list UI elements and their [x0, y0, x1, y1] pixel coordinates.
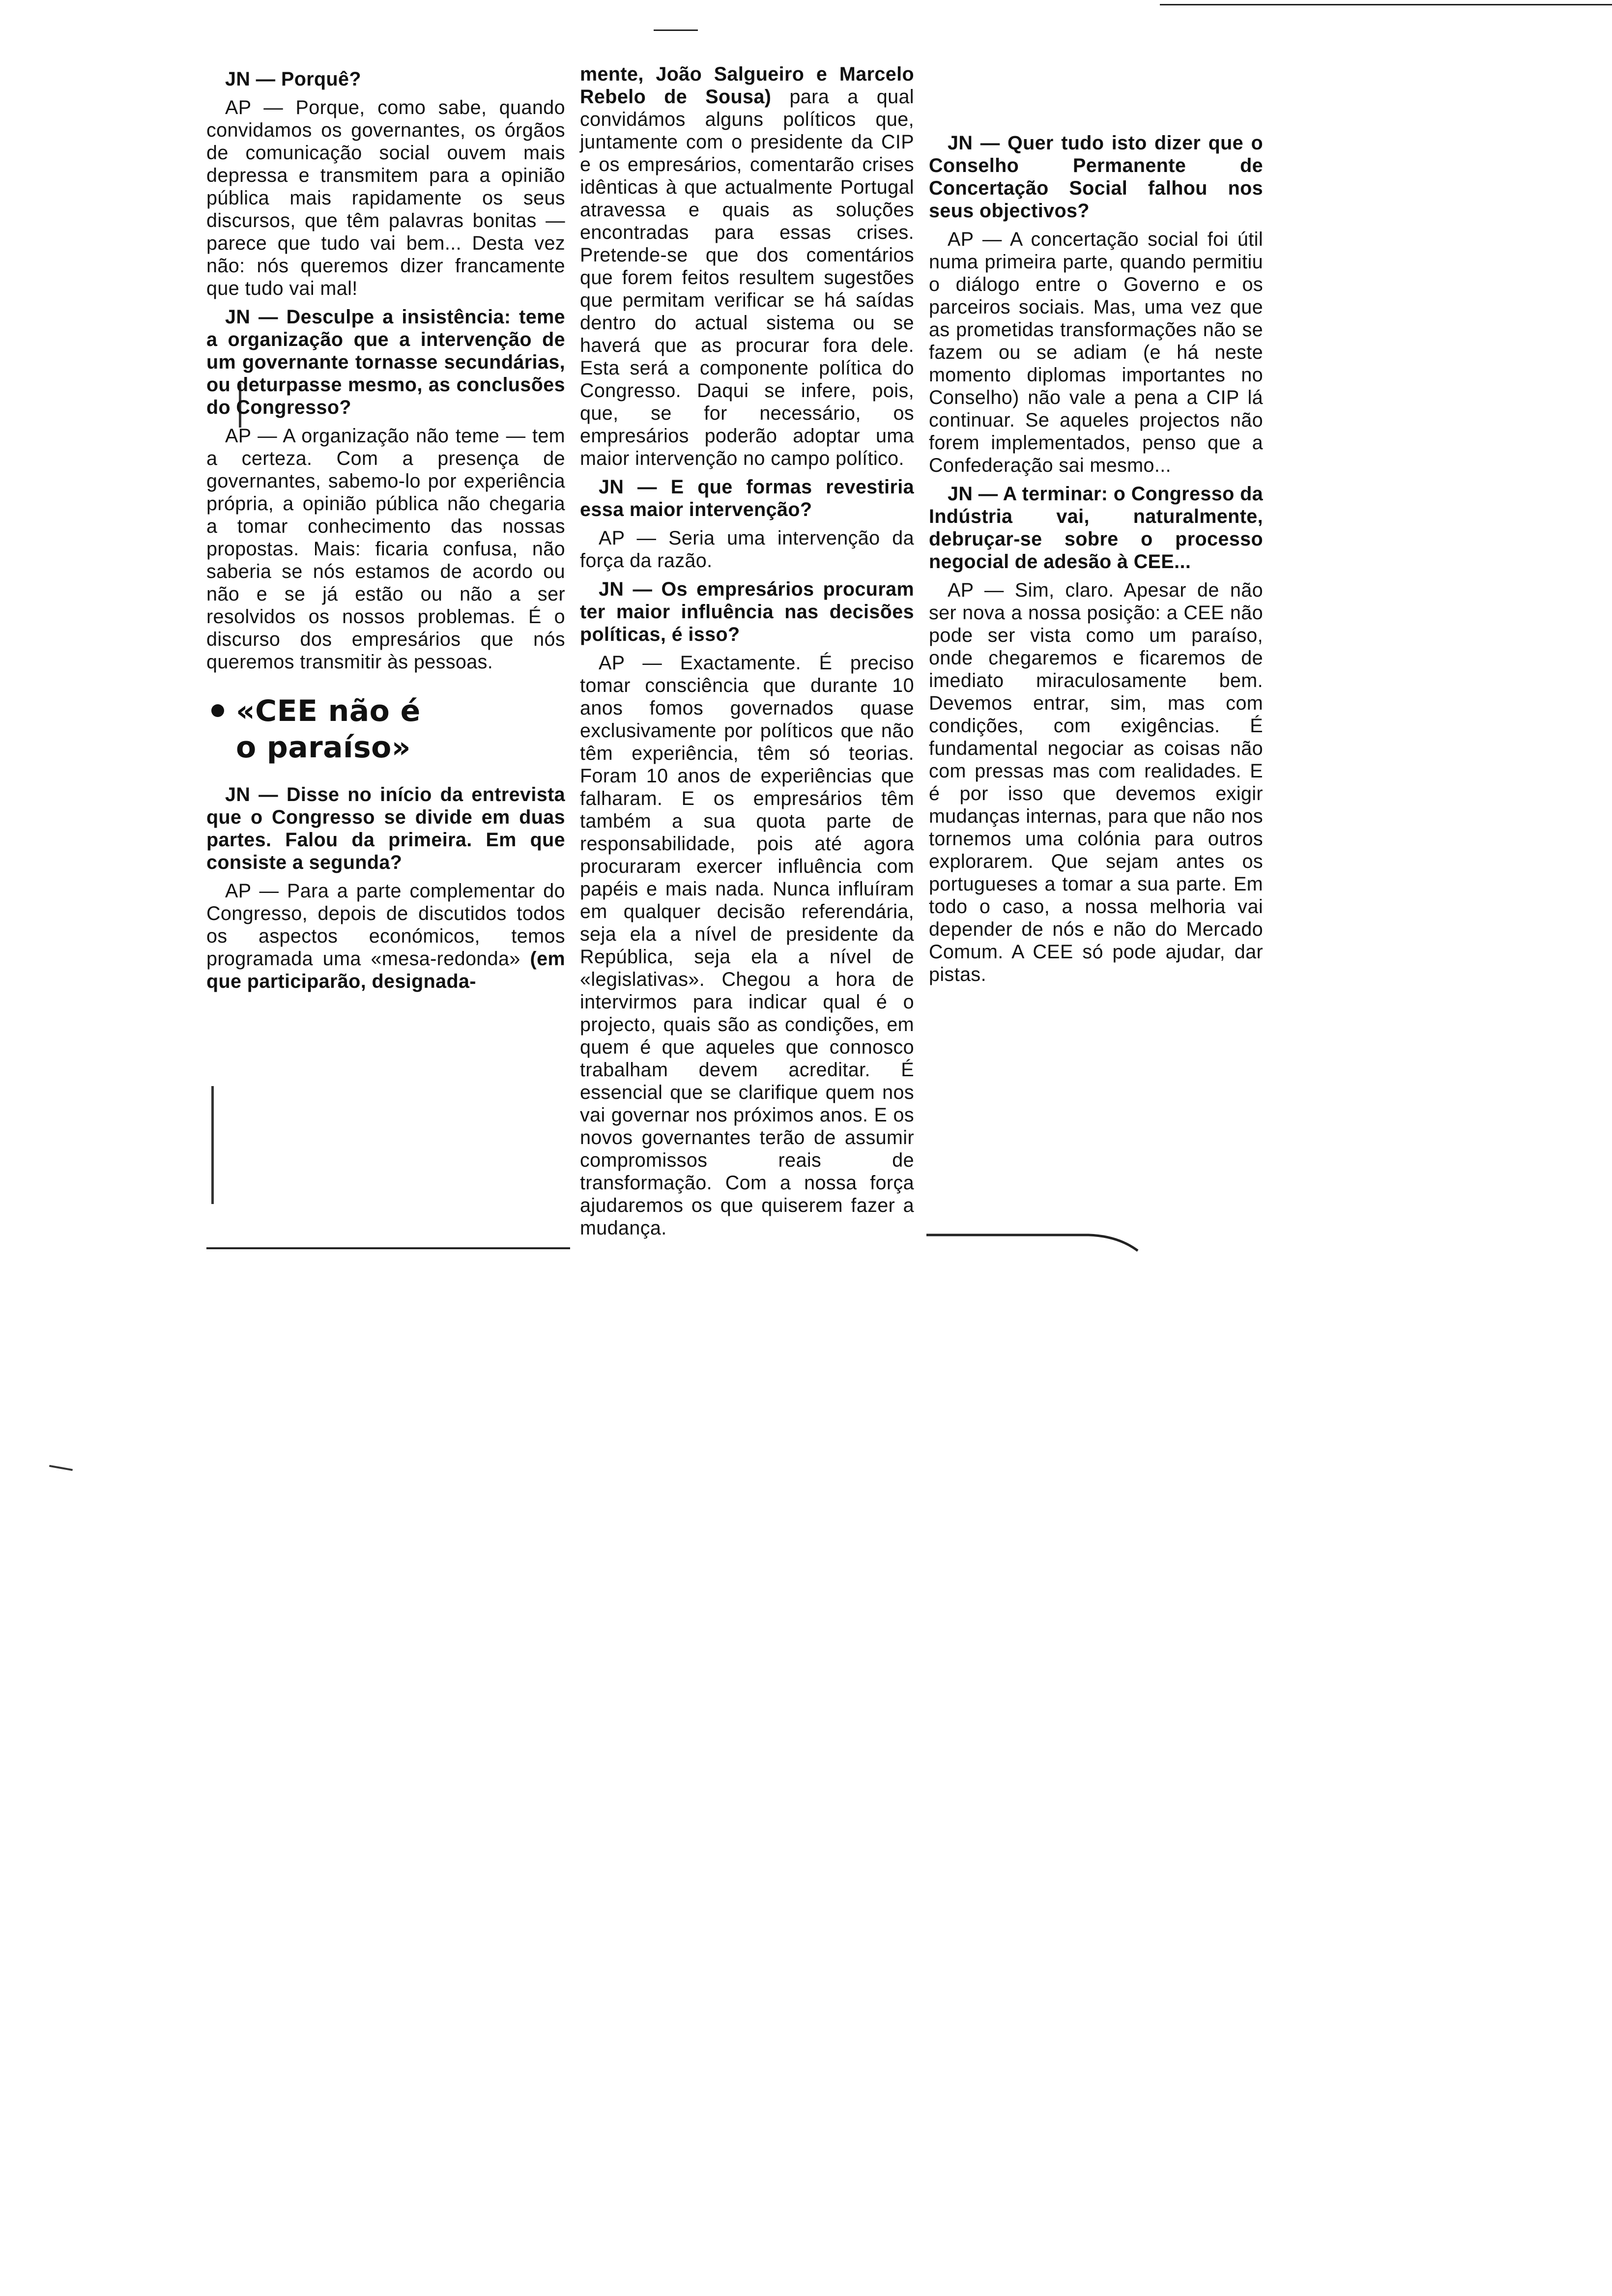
paragraph-text: A concertação social foi útil numa primeira parte, quando permitiu o diálogo entre o Governo e os parceiros sociais. Mas, uma vez que as prometidas transformações não se fazem ou se adiam (e há neste momento diplomas importantes no Conselho) não vale a pena a CIP lá continuar. Se aqueles projectos não forem implementados, penso que a Confederação sai mesmo... [929, 229, 1263, 476]
paragraph-text: Porquê? [275, 68, 361, 90]
paragraph-tail: (em que participarão, designada- [206, 948, 565, 992]
column-3 [929, 132, 1263, 992]
paragraph-text: Disse no início da entrevista que o Congresso se divide em duas partes. Falou da primeira. Em que consiste a segunda? [206, 784, 565, 873]
top-edge-rule [1160, 4, 1612, 5]
paragraph-tail: para a qual convidámos alguns políticos que, juntamente com o presidente da CIP e os empresários, comentarão crises idênticas à que actualmente Portugal atravessa e quais as soluções encontradas para essas crises. Pretende-se que dos comentários que forem feitos resultem sugestões que permitam verificar se há saídas dentro do actual sistema ou se haverá que as procurar fora dele. Esta será a componente política do Congresso. Daqui se infere, pois, que, se for necessário, os empresários poderão adoptar uma maior intervenção no campo político. [580, 86, 914, 469]
paragraph [929, 228, 1263, 477]
speaker-label: AP — [948, 229, 1002, 250]
paragraph-text: Quer tudo isto dizer que o Conselho Permanente de Concertação Social falhou nos seus objectivos? [929, 132, 1263, 222]
paragraph-text: Exactamente. É preciso tomar consciência que durante 10 anos fomos governados quase exclusivamente por políticos que não têm experiência, têm só teorias. Foram 10 anos de experiências que falharam. E os empresários têm também a sua quota parte de responsabilidade, pois até agora procuraram exercer influência com papéis e mais nada. Nunca influíram em qualquer decisão referendária, seja ela a nível de presidente da República, seja ela a nível de «legislativas». Chegou a hora de intervirmos para indicar qual é o projecto, quais são as condições, em quem é que aqueles que connosco trabalham devem acreditar. É essencial que se clarifique quem nos vai governar nos próximos anos. E os novos governantes terão de assumir compromissos reais de transformação. Com a nossa força ajudaremos os que quiserem fazer a mudança. [580, 652, 914, 1239]
speaker-label: JN — [225, 784, 279, 805]
speaker-label: AP — [599, 652, 662, 674]
paragraph [580, 476, 914, 521]
paragraph-text: Porque, como sabe, quando convidamos os governantes, os órgãos de comunicação social ouvem mais depressa e transmitem para a opinião pública mais rapidamente os seus discursos, que têm palavras bonitas — parece que tudo vai bem... Desta vez não: nós queremos dizer francamente que tudo vai mal! [206, 97, 565, 299]
paragraph [206, 783, 565, 874]
speaker-label: JN — [599, 476, 657, 498]
top-short-rule [654, 29, 698, 31]
paragraph-text: Sim, claro. Apesar de não ser nova a nossa posição: a CEE não pode ser vista como um paraíso, onde chegaremos e ficaremos de imediato miraculosamente bem. Devemos entrar, sim, mas com condições, com exigências. É fundamental negociar as coisas não com pressas mas com realidades. E é por isso que devemos exigir mudanças internas, para que não nos tornemos uma colónia para outros explorarem. Que sejam antes os portugueses a tomar a sua parte. Em todo o caso, a nossa melhoria vai depender de nós e não do Mercado Comum. A CEE só pode ajudar, dar pistas. [929, 579, 1263, 985]
paragraph-text: Para a parte complementar do Congresso, depois de discutidos todos os aspectos económicos, temos programada uma «mesa-redonda» [206, 880, 565, 970]
paragraph [580, 652, 914, 1239]
paragraph [580, 63, 914, 470]
paragraph-text: E que formas revestiria essa maior intervenção? [580, 476, 914, 520]
paragraph [929, 483, 1263, 573]
paragraph [206, 306, 565, 419]
paragraph-text: mente, João Salgueiro e Marcelo Rebelo de Sousa) [580, 63, 914, 108]
speaker-label: JN — [948, 132, 1000, 154]
speaker-label: JN — [225, 306, 278, 328]
paragraph [206, 96, 565, 300]
column-2 [580, 63, 914, 1245]
paragraph [929, 132, 1263, 222]
paragraph-text: A organização não teme — tem a certeza. Com a presença de governantes, sabemo-lo por experiência própria, a opinião pública não chegaria a tomar conhecimento das nossas propostas. Mais: ficaria confusa, não saberia se nós estamos de acordo ou não e se já estão ou não a ser resolvidos os nossos problemas. É o discurso dos empresários que nós queremos transmitir às pessoas. [206, 425, 565, 673]
speaker-label: AP — [599, 527, 657, 549]
speaker-label: JN — [948, 483, 998, 505]
paragraph [206, 425, 565, 673]
paragraph [206, 880, 565, 993]
bullet-icon [211, 704, 224, 717]
subhead [206, 693, 565, 766]
column-3-end-swoosh [926, 1231, 1152, 1261]
subhead-line-1: «CEE não é [236, 694, 421, 728]
paragraph [580, 578, 914, 646]
column-1 [206, 68, 565, 999]
speaker-label: AP — [948, 579, 1004, 601]
paragraph [206, 68, 565, 90]
speaker-label: JN — [599, 578, 653, 600]
left-margin-mark-2 [211, 1086, 214, 1204]
paragraph [580, 527, 914, 572]
scan-curl-mark [49, 1465, 73, 1471]
speaker-label: AP — [225, 97, 284, 118]
speaker-label: JN — [225, 68, 276, 90]
subhead-line-2: o paraíso» [236, 730, 411, 765]
speaker-label: AP — [225, 880, 279, 902]
paragraph-text: Desculpe a insistência: teme a organização que a intervenção de um governante tornasse secundárias, ou deturpasse mesmo, as conclusões do Congresso? [206, 306, 565, 418]
column-1-end-rule [206, 1247, 570, 1249]
paragraph-text: A terminar: o Congresso da Indústria vai, naturalmente, debruçar-se sobre o processo negocial de adesão à CEE... [929, 483, 1263, 573]
paragraph-text: Os empresários procuram ter maior influência nas decisões políticas, é isso? [580, 578, 914, 645]
speaker-label: AP — [225, 425, 278, 447]
paragraph-text: Seria uma intervenção da força da razão. [580, 527, 914, 572]
paragraph [929, 579, 1263, 986]
